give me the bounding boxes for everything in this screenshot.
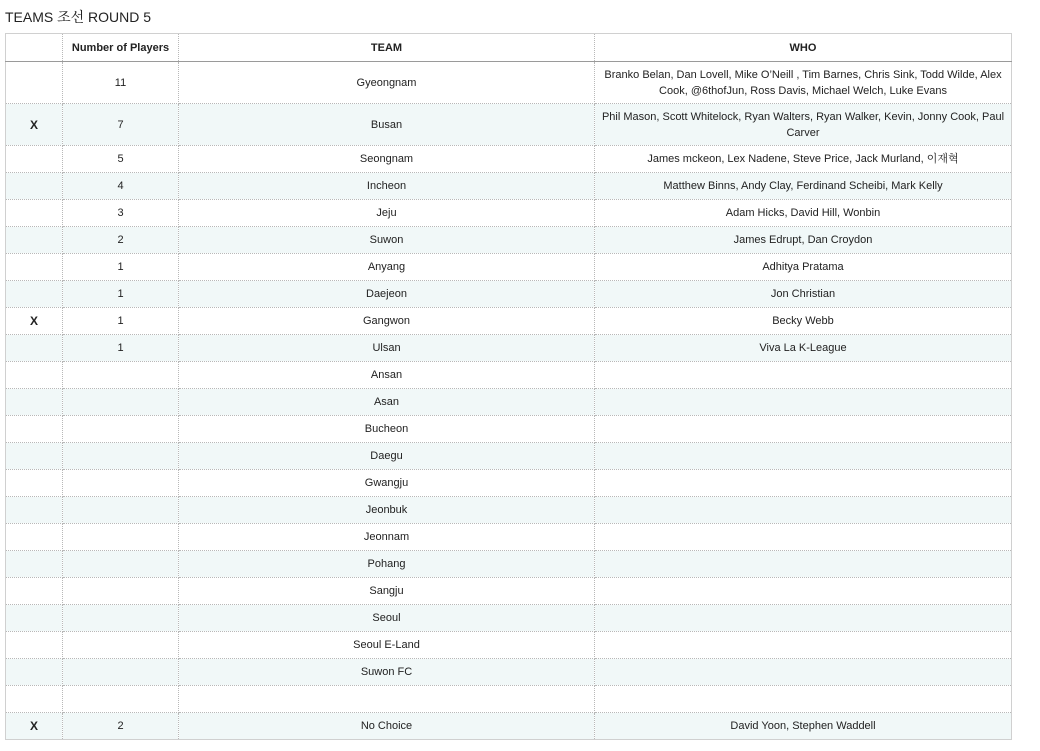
who-cell[interactable]	[595, 362, 1012, 389]
table-row	[6, 146, 1012, 173]
players-cell[interactable]: 1	[63, 335, 179, 362]
team-cell[interactable]: Pohang	[179, 551, 595, 578]
table-row	[6, 104, 1012, 146]
team-cell[interactable]: Gyeongnam	[179, 62, 595, 104]
mark-cell[interactable]: X	[6, 713, 63, 740]
team-cell[interactable]: Busan	[179, 104, 595, 146]
header-cell-number-of-players[interactable]: Number of Players	[63, 34, 179, 62]
who-cell[interactable]: Becky Webb	[595, 308, 1012, 335]
mark-cell[interactable]	[6, 389, 63, 416]
who-cell[interactable]: Branko Belan, Dan Lovell, Mike O’Neill , Tim Barnes, Chris Sink, Todd Wilde, Alex Cook, @6thofJun, Ross Davis, Michael Welch, Luke Evans	[595, 62, 1012, 104]
team-cell[interactable]: Daegu	[179, 443, 595, 470]
players-cell[interactable]: 2	[63, 713, 179, 740]
players-cell[interactable]	[63, 470, 179, 497]
team-cell[interactable]: Jeonnam	[179, 524, 595, 551]
who-cell[interactable]	[595, 497, 1012, 524]
players-cell[interactable]: 3	[63, 200, 179, 227]
table-row	[6, 254, 1012, 281]
players-cell[interactable]	[63, 632, 179, 659]
mark-cell[interactable]	[6, 335, 63, 362]
who-cell[interactable]	[595, 524, 1012, 551]
who-cell[interactable]	[595, 659, 1012, 686]
mark-cell[interactable]	[6, 578, 63, 605]
mark-cell[interactable]	[6, 173, 63, 200]
players-cell[interactable]: 2	[63, 227, 179, 254]
who-cell[interactable]: Jon Christian	[595, 281, 1012, 308]
table-row	[6, 659, 1012, 686]
team-cell[interactable]: Incheon	[179, 173, 595, 200]
who-cell[interactable]: James mckeon, Lex Nadene, Steve Price, Jack Murland, 이재혁	[595, 146, 1012, 173]
players-cell[interactable]	[63, 497, 179, 524]
team-cell[interactable]: Suwon	[179, 227, 595, 254]
players-cell[interactable]: 1	[63, 308, 179, 335]
teams-table	[5, 33, 1012, 740]
team-cell[interactable]: Seoul E-Land	[179, 632, 595, 659]
who-cell[interactable]	[595, 686, 1012, 713]
team-cell[interactable]: Seongnam	[179, 146, 595, 173]
players-cell[interactable]: 1	[63, 254, 179, 281]
table-row	[6, 713, 1012, 740]
who-cell[interactable]: James Edrupt, Dan Croydon	[595, 227, 1012, 254]
players-cell[interactable]	[63, 524, 179, 551]
table-row	[6, 443, 1012, 470]
players-cell[interactable]: 11	[63, 62, 179, 104]
who-cell[interactable]: David Yoon, Stephen Waddell	[595, 713, 1012, 740]
table-row	[6, 308, 1012, 335]
players-cell[interactable]: 5	[63, 146, 179, 173]
who-cell[interactable]: Adam Hicks, David Hill, Wonbin	[595, 200, 1012, 227]
mark-cell[interactable]	[6, 524, 63, 551]
mark-cell[interactable]	[6, 632, 63, 659]
players-cell[interactable]	[63, 416, 179, 443]
table-row	[6, 62, 1012, 104]
header-row	[6, 34, 1012, 62]
mark-cell[interactable]	[6, 659, 63, 686]
team-cell[interactable]: Bucheon	[179, 416, 595, 443]
team-cell[interactable]: Gangwon	[179, 308, 595, 335]
players-cell[interactable]	[63, 443, 179, 470]
team-cell[interactable]: Suwon FC	[179, 659, 595, 686]
table-row	[6, 686, 1012, 713]
table-row	[6, 362, 1012, 389]
team-cell[interactable]: Jeju	[179, 200, 595, 227]
table-row	[6, 632, 1012, 659]
players-cell[interactable]	[63, 659, 179, 686]
table-row	[6, 551, 1012, 578]
mark-cell[interactable]	[6, 254, 63, 281]
players-cell[interactable]	[63, 389, 179, 416]
mark-cell[interactable]	[6, 200, 63, 227]
mark-cell[interactable]	[6, 551, 63, 578]
players-cell[interactable]: 4	[63, 173, 179, 200]
table-row	[6, 578, 1012, 605]
team-cell[interactable]: No Choice	[179, 713, 595, 740]
team-cell[interactable]: Gwangju	[179, 470, 595, 497]
table-row	[6, 335, 1012, 362]
players-cell[interactable]: 1	[63, 281, 179, 308]
table-row	[6, 227, 1012, 254]
mark-cell[interactable]: X	[6, 308, 63, 335]
players-cell[interactable]	[63, 362, 179, 389]
who-cell[interactable]	[595, 551, 1012, 578]
mark-cell[interactable]	[6, 62, 63, 104]
header-cell-mark[interactable]	[6, 34, 63, 62]
who-cell[interactable]	[595, 578, 1012, 605]
who-cell[interactable]	[595, 416, 1012, 443]
team-cell[interactable]: Sangju	[179, 578, 595, 605]
who-cell[interactable]	[595, 632, 1012, 659]
who-cell[interactable]	[595, 605, 1012, 632]
header-cell-who[interactable]: WHO	[595, 34, 1012, 62]
table-row	[6, 200, 1012, 227]
table-row	[6, 470, 1012, 497]
players-cell[interactable]	[63, 605, 179, 632]
players-cell[interactable]: 7	[63, 104, 179, 146]
table-row	[6, 281, 1012, 308]
mark-cell[interactable]	[6, 416, 63, 443]
who-cell[interactable]: Adhitya Pratama	[595, 254, 1012, 281]
table-row	[6, 389, 1012, 416]
team-cell[interactable]: Daejeon	[179, 281, 595, 308]
team-cell[interactable]: Jeonbuk	[179, 497, 595, 524]
players-cell[interactable]	[63, 686, 179, 713]
mark-cell[interactable]	[6, 443, 63, 470]
who-cell[interactable]: Viva La K-League	[595, 335, 1012, 362]
who-cell[interactable]: Matthew Binns, Andy Clay, Ferdinand Scheibi, Mark Kelly	[595, 173, 1012, 200]
team-cell[interactable]: Ulsan	[179, 335, 595, 362]
who-cell[interactable]	[595, 470, 1012, 497]
mark-cell[interactable]	[6, 686, 63, 713]
team-cell[interactable]	[179, 686, 595, 713]
mark-cell[interactable]	[6, 470, 63, 497]
team-cell[interactable]: Asan	[179, 389, 595, 416]
who-cell[interactable]: Phil Mason, Scott Whitelock, Ryan Walters, Ryan Walker, Kevin, Jonny Cook, Paul Carver	[595, 104, 1012, 146]
mark-cell[interactable]	[6, 605, 63, 632]
table-row	[6, 173, 1012, 200]
players-cell[interactable]	[63, 578, 179, 605]
team-cell[interactable]: Ansan	[179, 362, 595, 389]
table-row	[6, 497, 1012, 524]
mark-cell[interactable]	[6, 146, 63, 173]
mark-cell[interactable]	[6, 281, 63, 308]
team-cell[interactable]: Anyang	[179, 254, 595, 281]
mark-cell[interactable]	[6, 497, 63, 524]
table-row	[6, 524, 1012, 551]
table-row	[6, 605, 1012, 632]
team-cell[interactable]: Seoul	[179, 605, 595, 632]
mark-cell[interactable]: X	[6, 104, 63, 146]
players-cell[interactable]	[63, 551, 179, 578]
who-cell[interactable]	[595, 389, 1012, 416]
mark-cell[interactable]	[6, 362, 63, 389]
who-cell[interactable]	[595, 443, 1012, 470]
header-cell-team[interactable]: TEAM	[179, 34, 595, 62]
mark-cell[interactable]	[6, 227, 63, 254]
table-row	[6, 416, 1012, 443]
sheet-title: TEAMS 조선 ROUND 5	[5, 9, 152, 25]
